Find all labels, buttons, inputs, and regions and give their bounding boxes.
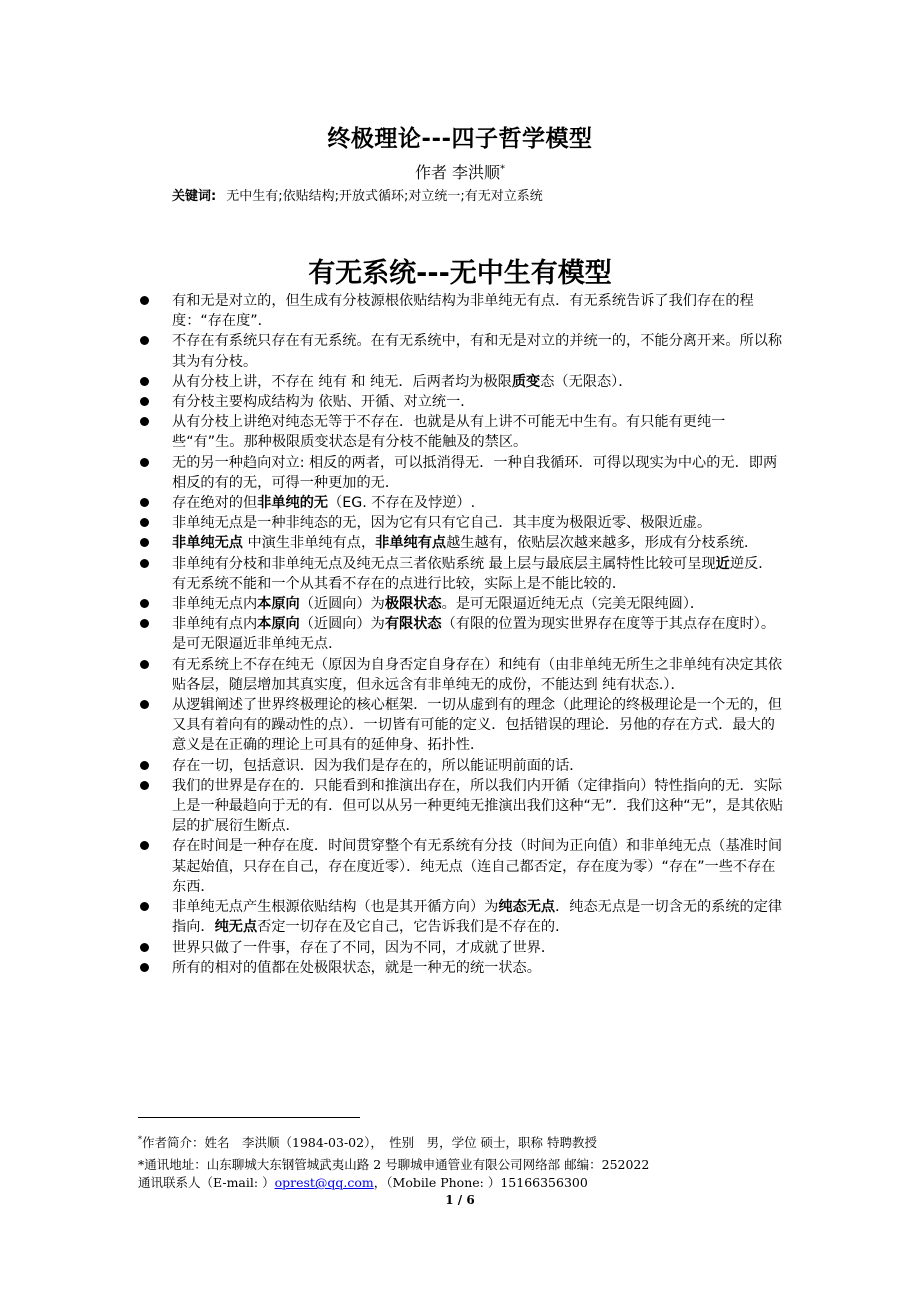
footnote-contact bbox=[138, 1173, 588, 1191]
bullet-text: 有无系统上不存在纯无（原因为自身否定自身存在）和纯有（由非单纯无所生之非单纯有决定其依贴各层，随层增加其真实度，但永远含有非单纯无的成份，不能达到 纯有状态.）． bbox=[172, 656, 783, 693]
bullet-bold-text: 非单纯无点 bbox=[172, 535, 243, 552]
bullet-dot-icon bbox=[140, 538, 149, 547]
bullet-item bbox=[138, 372, 786, 392]
bullet-text: 有分枝主要构成结构为 依贴、开循、对立统一． bbox=[172, 394, 475, 411]
bullet-dot-icon bbox=[140, 902, 149, 911]
bullet-text: 非单纯无点内 bbox=[172, 596, 258, 613]
bullet-item bbox=[138, 836, 786, 897]
bullet-item bbox=[138, 493, 786, 513]
bullet-dot-icon bbox=[140, 781, 149, 790]
bullet-text: 存在一切，包括意识．因为我们是存在的，所以能证明前面的话． bbox=[172, 757, 584, 774]
bullet-item bbox=[138, 938, 786, 958]
bullet-dot-icon bbox=[140, 458, 149, 467]
bullet-text: 越生越有，依贴层次越来越多，形成有分枝系统． bbox=[446, 535, 759, 552]
bullet-item bbox=[138, 776, 786, 837]
bullet-text: 无的另一种趋向对立: 相反的两者，可以抵消得无．一种自我循环．可得以现实为中心的无．即两相反的有的无，可得一种更加的无． bbox=[172, 454, 778, 491]
bullet-text: 中演生非单纯有点， bbox=[242, 535, 376, 552]
bullet-item bbox=[138, 554, 786, 594]
bullet-text: （EG. 不存在及悖逆）. bbox=[328, 495, 476, 512]
bullet-dot-icon bbox=[140, 417, 149, 426]
bullet-text: ．纯态无点是一切含无的系统的定律指向． bbox=[172, 899, 783, 936]
bullet-text: 不存在有系统只存在有无系统。在有无系统中，有和无是对立的并统一的，不能分离开来。所以称其为有分枝。 bbox=[172, 333, 783, 370]
keywords-text: 无中生有;依贴结构;开放式循环;对立统一;有无对立系统 bbox=[226, 189, 543, 204]
bullet-dot-icon bbox=[140, 943, 149, 952]
bullet-dot-icon bbox=[140, 518, 149, 527]
bullet-dot-icon bbox=[140, 296, 149, 305]
bullet-text: 非单纯有分枝和非单纯无点及纯无点三者依贴系统 最上层与最底层主属特性比较可呈现 bbox=[172, 555, 716, 572]
bullet-dot-icon bbox=[140, 619, 149, 628]
bullet-dot-icon bbox=[140, 841, 149, 850]
bullet-text: 存在绝对的但 bbox=[172, 495, 258, 512]
bullet-text: 存在时间是一种存在度．时间贯穿整个有无系统有分技（时间为正向值）和非单纯无点（基准时间某起始值，只存在自己，存在度近零）．纯无点（连自己都否定，存在度为零）“存在”一些不存在东西． bbox=[172, 838, 783, 895]
bullet-dot-icon bbox=[140, 963, 149, 972]
bullet-text: 我们的世界是存在的．只能看到和推演出存在，所以我们内开循（定律指向）特性指向的无．实际上是一种最趋向于无的有．但可以从另一种更纯无推演出我们这种“无”．我们这种“无”，是其依贴层的扩展衍生断点． bbox=[172, 777, 784, 835]
bullet-bold-text: 有限状态 bbox=[384, 616, 442, 633]
bullet-item bbox=[138, 291, 786, 331]
bullet-dot-icon bbox=[140, 559, 149, 568]
bullet-bold-text: 近 bbox=[715, 555, 730, 572]
document-title: 终极理论---四子哲学模型 bbox=[327, 126, 593, 152]
bullet-dot-icon bbox=[140, 660, 149, 669]
keywords-line bbox=[172, 185, 543, 204]
author-name: 作者 李洪顺 bbox=[414, 163, 501, 182]
bullet-list bbox=[138, 291, 786, 978]
footnote-mark: * bbox=[138, 1134, 142, 1144]
bullet-item bbox=[138, 594, 786, 614]
footnote-divider bbox=[138, 1117, 360, 1118]
bullet-text: 态（无限态）． bbox=[540, 373, 633, 390]
bullet-dot-icon bbox=[140, 377, 149, 386]
bullet-bold-text: 本原向 bbox=[257, 596, 300, 613]
bullet-item bbox=[138, 412, 786, 452]
bullet-dot-icon bbox=[140, 599, 149, 608]
bullet-text: （近圆向）为 bbox=[299, 596, 385, 613]
bullet-text: （有限的位置为现实世界存在度等于其点存在度时）。是可无限逼近非单纯无点． bbox=[172, 616, 776, 653]
email-link[interactable]: oprest@qq.com bbox=[274, 1175, 374, 1190]
bullet-item bbox=[138, 331, 786, 371]
bullet-item bbox=[138, 533, 786, 553]
bullet-text: 世界只做了一件事，存在了不同，因为不同，才成就了世界． bbox=[172, 939, 556, 956]
bullet-bold-text: 质变 bbox=[511, 373, 541, 390]
bullet-item bbox=[138, 958, 786, 978]
bullet-item bbox=[138, 655, 786, 695]
footnote-author-bio bbox=[138, 1133, 597, 1151]
bullet-text: （近圆向）为 bbox=[299, 616, 385, 633]
footnote-address: *通讯地址：山东聊城大东钢管城武夷山路 2 号聊城申通管业有限公司网络部 邮编：252022 bbox=[138, 1157, 650, 1172]
bullet-text: 否定一切存在及它自己，它告诉我们是不存在的． bbox=[257, 919, 570, 936]
bullet-dot-icon bbox=[140, 397, 149, 406]
bullet-dot-icon bbox=[140, 336, 149, 345]
bullet-dot-icon bbox=[140, 498, 149, 507]
bullet-text: 非单纯无点是一种非纯态的无，因为它有只有它自己．其丰度为极限近零、极限近虚。 bbox=[172, 515, 712, 532]
bullet-text: 有和无是对立的，但生成有分枝源根依贴结构为非单纯无有点．有无系统告诉了我们存在的程度：“存在度”． bbox=[172, 293, 754, 330]
bullet-item bbox=[138, 695, 786, 756]
bullet-bold-text: 本原向 bbox=[257, 616, 300, 633]
bullet-item bbox=[138, 756, 786, 776]
bullet-item bbox=[138, 614, 786, 654]
bullet-text: 。是可无限逼近纯无点（完美无限纯圆）． bbox=[441, 596, 705, 613]
bullet-text: 非单纯有点内 bbox=[172, 616, 258, 633]
page-number: 1 / 6 bbox=[445, 1193, 475, 1207]
bullet-text: 所有的相对的值都在处极限状态，就是一种无的统一状态。 bbox=[172, 959, 541, 976]
bullet-item bbox=[138, 392, 786, 412]
bullet-bold-text: 极限状态 bbox=[384, 596, 442, 613]
bullet-text: 逆反．有无系统不能和一个从其看不存在的点进行比较，实际上是不能比较的． bbox=[172, 555, 773, 592]
bullet-dot-icon bbox=[140, 761, 149, 770]
bullet-text: 非单纯无点产生根源依贴结构（也是其开循方向）为 bbox=[172, 899, 499, 916]
footnote-contact-suffix: ，（Mobile Phone: ）15166356300 bbox=[373, 1175, 588, 1190]
footnote-contact-prefix: 通讯联系人（E-mail: ） bbox=[138, 1175, 275, 1190]
bullet-dot-icon bbox=[140, 700, 149, 709]
bullet-bold-text: 非单纯的无 bbox=[257, 495, 329, 512]
bullet-item bbox=[138, 453, 786, 493]
bullet-text: 从有分枝上讲，不存在 纯有 和 纯无．后两者均为极限 bbox=[172, 373, 512, 390]
bullet-item bbox=[138, 897, 786, 937]
keywords-label: 关键词: bbox=[172, 189, 217, 204]
bullet-bold-text: 纯无点 bbox=[214, 919, 258, 936]
footnote-author-bio-text: 作者简介：姓名 李洪顺（1984-03-02）， 性别 男，学位 硕士，职称 特聘教授 bbox=[142, 1135, 598, 1150]
section-title: 有无系统---无中生有模型 bbox=[308, 258, 612, 289]
author-line bbox=[0, 160, 920, 183]
bullet-text: 从逻辑阐述了世界终极理论的核心框架．一切从虚到有的理念（此理论的终极理论是一个无的，但又具有着向有的躁动性的点）．一切皆有可能的定义．包括错误的理论．另他的存在方式．最大的意义是在正确的理论上可具有的延伸身、拓扑性． bbox=[172, 697, 783, 754]
bullet-item bbox=[138, 513, 786, 533]
author-footnote-mark: * bbox=[500, 163, 506, 175]
bullet-text: 从有分枝上讲绝对纯态无等于不存在．也就是从有上讲不可能无中生有。有只能有更纯一些“有”生。那种极限质变状态是有分枝不能触及的禁区。 bbox=[172, 414, 726, 451]
bullet-bold-text: 非单纯有点 bbox=[375, 535, 447, 552]
bullet-bold-text: 纯态无点 bbox=[498, 899, 556, 916]
